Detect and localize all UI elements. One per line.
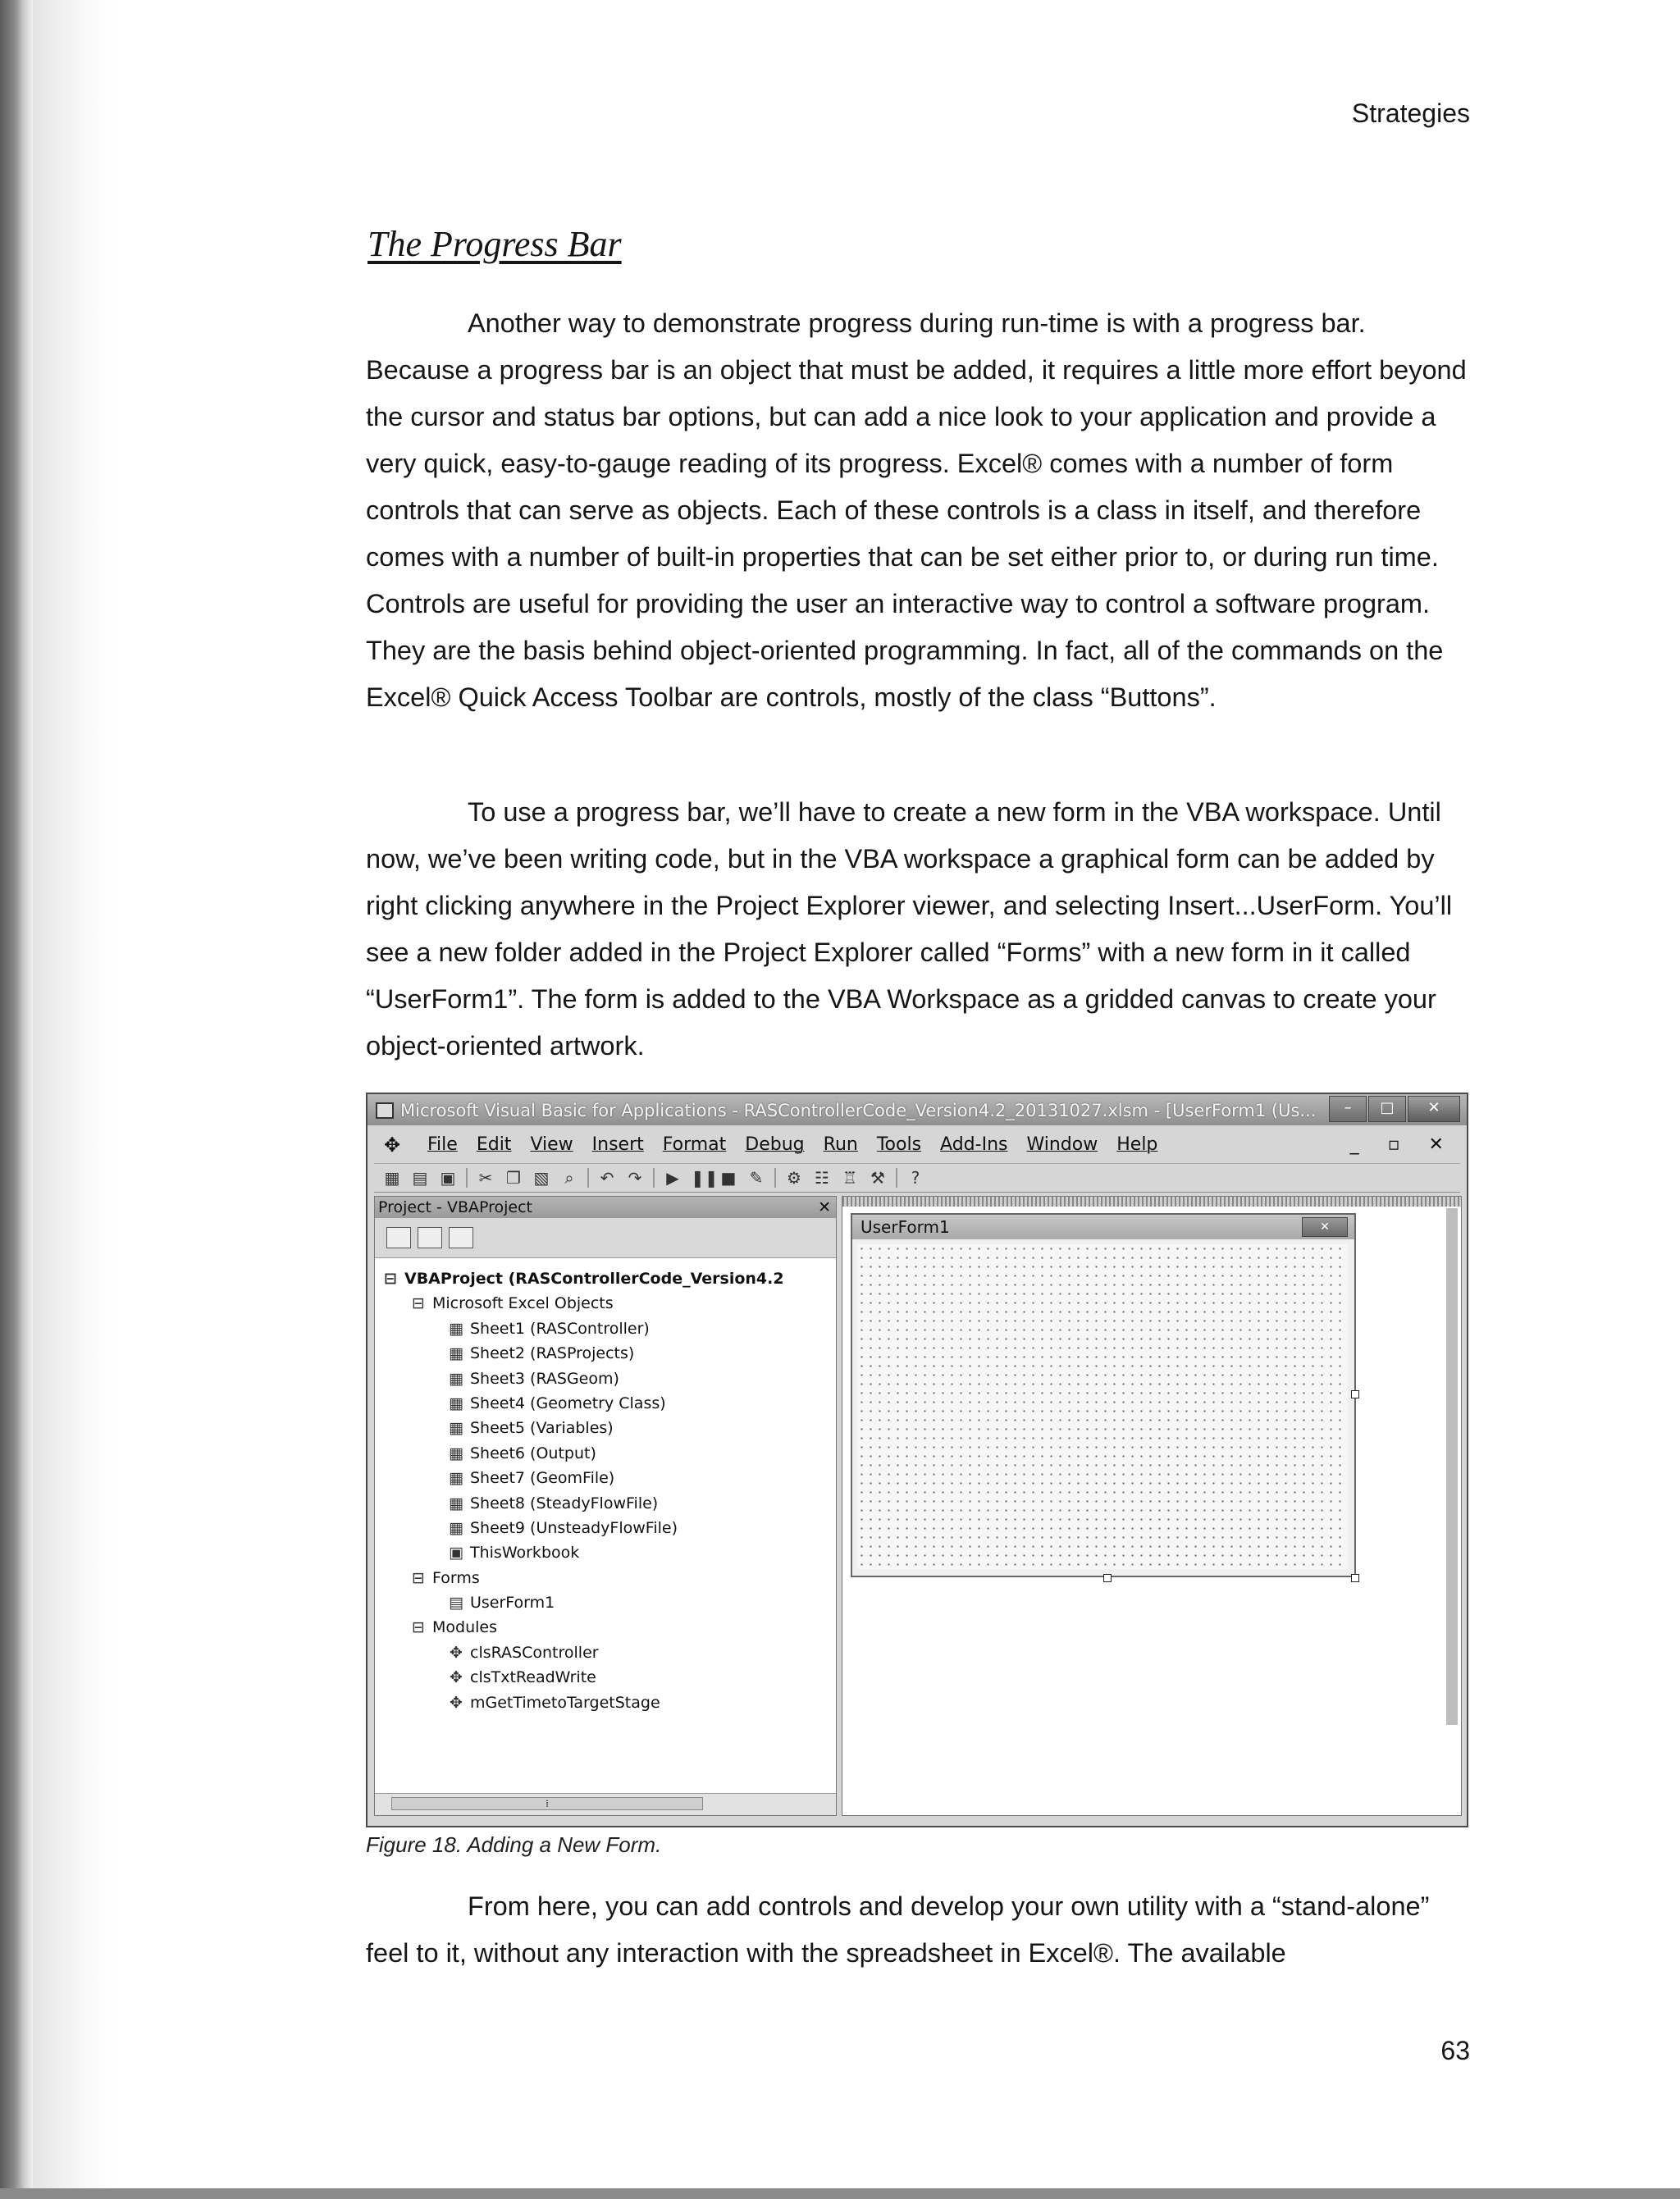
project-tree bbox=[375, 1258, 836, 1715]
project-explorer bbox=[374, 1196, 837, 1816]
view-excel-icon[interactable]: ▦ bbox=[384, 1168, 400, 1188]
scrollbar-thumb[interactable]: ⁞ bbox=[391, 1797, 703, 1810]
maximize-icon[interactable]: □ bbox=[1368, 1096, 1406, 1122]
tree-label: Sheet3 (RASGeom) bbox=[470, 1369, 619, 1388]
paragraph-2-text: To use a progress bar, we’ll have to create a new form in the VBA workspace. Until now, we’ve been writing code, but in the VBA workspace a graphical form can be added by right clicking anywhere in the Project Explorer viewer, and selecting Insert...UserForm. You’ll see a new folder added in the Project Explorer called “Forms” with a new form in it called “UserForm1”. The form is added to the VBA Workspace as a gridded canvas to create your object-oriented artwork. bbox=[366, 797, 1453, 1061]
page-bottom-edge bbox=[0, 2188, 1680, 2199]
tree-label: Sheet5 (Variables) bbox=[470, 1419, 614, 1438]
tree-node-modules[interactable] bbox=[375, 1615, 836, 1640]
tree-label: Modules bbox=[432, 1618, 497, 1637]
menu-run[interactable]: Run bbox=[823, 1134, 858, 1155]
save-icon[interactable]: ▣ bbox=[440, 1168, 456, 1188]
sheet-icon: ▦ bbox=[449, 1344, 463, 1363]
insert-userform-icon[interactable]: ▤ bbox=[412, 1168, 428, 1188]
userform-title-bar bbox=[852, 1215, 1354, 1239]
tree-label: Sheet8 (SteadyFlowFile) bbox=[470, 1494, 659, 1512]
sheet-icon: ▦ bbox=[449, 1369, 463, 1388]
tree-node-sheet[interactable] bbox=[375, 1316, 836, 1341]
object-browser-icon[interactable]: ♖ bbox=[842, 1168, 857, 1188]
menu-file[interactable]: File bbox=[427, 1134, 458, 1155]
toolbar-separator bbox=[896, 1168, 897, 1188]
section-title: The Progress Bar bbox=[368, 224, 622, 264]
workbook-icon: ▣ bbox=[449, 1544, 463, 1563]
tree-label: Sheet6 (Output) bbox=[470, 1444, 596, 1462]
view-code-icon[interactable] bbox=[386, 1227, 411, 1248]
tree-node-sheet[interactable] bbox=[375, 1441, 836, 1466]
page-gutter bbox=[33, 0, 115, 2199]
vba-menu-bar bbox=[368, 1130, 1467, 1160]
paragraph-2 bbox=[366, 789, 1470, 1070]
paragraph-3-text: From here, you can add controls and develop your own utility with a “stand-alone” feel to it, without any interaction with the spreadsheet in Excel®. The available bbox=[366, 1891, 1430, 1968]
userform-designer bbox=[842, 1196, 1462, 1816]
menu-format[interactable]: Format bbox=[662, 1134, 727, 1155]
tree-node-sheet[interactable] bbox=[375, 1466, 836, 1490]
vba-toolbar bbox=[374, 1163, 1460, 1193]
userform-grid[interactable] bbox=[857, 1244, 1348, 1569]
menu-help[interactable]: Help bbox=[1116, 1134, 1158, 1155]
cut-icon[interactable]: ✂ bbox=[478, 1168, 493, 1188]
close-icon[interactable]: ✕ bbox=[1408, 1096, 1460, 1122]
tree-label: Sheet9 (UnsteadyFlowFile) bbox=[470, 1518, 678, 1537]
project-explorer-header bbox=[375, 1197, 836, 1218]
vba-window-title: Microsoft Visual Basic for Applications - RASControllerCode_Version4.2_20131027.xlsm - [UserForm1 (Us... bbox=[400, 1101, 1317, 1120]
copy-icon[interactable]: ❐ bbox=[506, 1168, 521, 1188]
tree-label: Sheet4 (Geometry Class) bbox=[470, 1394, 666, 1412]
vba-app-icon bbox=[376, 1102, 394, 1119]
close-pane-icon[interactable]: ✕ bbox=[818, 1198, 831, 1216]
userform-icon: ▤ bbox=[449, 1594, 463, 1613]
userform-canvas[interactable] bbox=[851, 1213, 1356, 1577]
vba-title-bar bbox=[368, 1094, 1467, 1125]
toolbar-separator bbox=[587, 1168, 589, 1188]
folder-icon: ⊟ bbox=[412, 1568, 425, 1587]
tree-node-sheet[interactable] bbox=[375, 1491, 836, 1516]
collapse-icon[interactable]: ⊟ bbox=[384, 1270, 397, 1288]
resize-handle[interactable] bbox=[1103, 1574, 1112, 1582]
sheet-icon: ▦ bbox=[449, 1469, 463, 1488]
tree-node-sheet[interactable] bbox=[375, 1391, 836, 1416]
designer-border bbox=[842, 1197, 1461, 1207]
break-icon[interactable]: ❚❚ bbox=[691, 1168, 719, 1188]
resize-handle[interactable] bbox=[1351, 1574, 1359, 1582]
tree-label: clsTxtReadWrite bbox=[470, 1668, 596, 1687]
module-icon: ✥ bbox=[450, 1693, 463, 1712]
menu-tools[interactable]: Tools bbox=[876, 1134, 922, 1155]
toggle-folders-icon[interactable] bbox=[449, 1227, 473, 1248]
sheet-icon: ▦ bbox=[449, 1394, 463, 1412]
project-explorer-toolbar bbox=[375, 1218, 836, 1258]
project-explorer-icon[interactable]: ⚙ bbox=[787, 1168, 801, 1188]
tree-label: Microsoft Excel Objects bbox=[432, 1294, 614, 1313]
folder-icon: ⊟ bbox=[412, 1294, 425, 1313]
tree-node-forms[interactable] bbox=[375, 1566, 836, 1590]
resize-handle[interactable] bbox=[1351, 1390, 1359, 1398]
tree-node-excel-objects[interactable] bbox=[375, 1291, 836, 1316]
undo-icon[interactable]: ↶ bbox=[600, 1168, 614, 1188]
find-icon[interactable]: ⌕ bbox=[564, 1168, 574, 1188]
menu-add-ins[interactable]: Add-Ins bbox=[940, 1134, 1008, 1155]
folder-icon: ⊟ bbox=[412, 1618, 425, 1637]
sheet-icon: ▦ bbox=[449, 1319, 463, 1338]
tree-node-thisworkbook[interactable] bbox=[375, 1540, 836, 1565]
tree-node-sheet[interactable] bbox=[375, 1516, 836, 1540]
tree-node-module[interactable] bbox=[375, 1690, 836, 1715]
vba-menu-icon: ✥ bbox=[384, 1134, 401, 1157]
sheet-icon: ▦ bbox=[449, 1518, 463, 1537]
paragraph-1 bbox=[366, 300, 1470, 721]
sheet-icon: ▦ bbox=[449, 1444, 463, 1462]
view-object-icon[interactable] bbox=[418, 1227, 442, 1248]
vertical-scrollbar[interactable] bbox=[1446, 1208, 1458, 1725]
horizontal-scrollbar[interactable] bbox=[375, 1793, 836, 1815]
design-mode-icon[interactable]: ✎ bbox=[749, 1168, 764, 1188]
tree-node-vbaproject[interactable] bbox=[375, 1266, 836, 1291]
minimize-icon[interactable]: – bbox=[1329, 1096, 1367, 1122]
toolbar-separator bbox=[653, 1168, 655, 1188]
module-icon: ✥ bbox=[450, 1643, 463, 1662]
menu-insert[interactable]: Insert bbox=[591, 1134, 644, 1155]
paragraph-1-text: Another way to demonstrate progress during run-time is with a progress bar. Because a progress bar is an object that must be added, it requires a little more effort beyond the cursor and status bar options, but can add a nice look to your application and provide a very quick, easy-to-gauge reading of its progress. Excel® comes with a number of form controls that can serve as objects. Each of these controls is a class in itself, and therefore comes with a number of built-in properties that can be set either prior to, or during run time. Controls are useful for providing the user an interactive way to control a software program. They are the basis behind object-oriented programming. In fact, all of the commands on the Excel® Quick Access Toolbar are controls, mostly of the class “Buttons”. bbox=[366, 308, 1467, 712]
page-number: 63 bbox=[1440, 2036, 1470, 2065]
paragraph-3 bbox=[366, 1883, 1470, 1977]
tree-node-userform[interactable] bbox=[375, 1590, 836, 1615]
tree-node-sheet[interactable] bbox=[375, 1366, 836, 1391]
menu-view[interactable]: View bbox=[530, 1134, 573, 1155]
tree-label: UserForm1 bbox=[470, 1594, 555, 1613]
figure-caption: Figure 18. Adding a New Form. bbox=[366, 1832, 662, 1857]
sheet-icon: ▦ bbox=[449, 1494, 463, 1512]
toolbox-icon[interactable]: ⚒ bbox=[870, 1168, 885, 1188]
window-controls bbox=[1329, 1096, 1460, 1122]
userform-title: UserForm1 bbox=[861, 1217, 950, 1237]
menu-window[interactable]: Window bbox=[1026, 1134, 1098, 1155]
tree-label: mGetTimetoTargetStage bbox=[470, 1693, 660, 1712]
toolbar-separator bbox=[774, 1168, 776, 1188]
mdi-window-controls[interactable]: _ ▫ ✕ bbox=[1349, 1134, 1455, 1155]
tree-label: Sheet7 (GeomFile) bbox=[470, 1469, 615, 1488]
running-head: Strategies bbox=[1351, 98, 1470, 128]
menu-edit[interactable]: Edit bbox=[476, 1134, 512, 1155]
redo-icon[interactable]: ↷ bbox=[628, 1168, 642, 1188]
tree-label: Sheet1 (RASController) bbox=[470, 1319, 650, 1338]
tree-node-sheet[interactable] bbox=[375, 1416, 836, 1440]
book-spine-shadow bbox=[0, 0, 33, 2199]
paste-icon[interactable]: ▧ bbox=[533, 1168, 550, 1188]
project-pane-title: Project - VBAProject bbox=[378, 1198, 532, 1216]
tree-label: ThisWorkbook bbox=[470, 1544, 580, 1563]
userform-close-icon[interactable]: ✕ bbox=[1302, 1217, 1348, 1237]
tree-label: VBAProject (RASControllerCode_Version4.2 bbox=[404, 1270, 784, 1288]
tree-label: Forms bbox=[432, 1568, 480, 1587]
run-icon[interactable]: ▶ bbox=[666, 1168, 679, 1188]
tree-node-module[interactable] bbox=[375, 1665, 836, 1690]
tree-label: clsRASController bbox=[470, 1643, 599, 1662]
tree-node-module[interactable] bbox=[375, 1640, 836, 1665]
tree-label: Sheet2 (RASProjects) bbox=[470, 1344, 635, 1363]
tree-node-sheet[interactable] bbox=[375, 1341, 836, 1366]
menu-debug[interactable]: Debug bbox=[745, 1134, 805, 1155]
vba-editor-screenshot bbox=[366, 1093, 1468, 1827]
sheet-icon: ▦ bbox=[449, 1419, 463, 1438]
toolbar-separator bbox=[466, 1168, 468, 1188]
module-icon: ✥ bbox=[450, 1668, 463, 1687]
help-icon[interactable]: ? bbox=[911, 1168, 920, 1188]
reset-icon[interactable]: ■ bbox=[720, 1168, 737, 1188]
properties-window-icon[interactable]: ☷ bbox=[815, 1168, 829, 1188]
